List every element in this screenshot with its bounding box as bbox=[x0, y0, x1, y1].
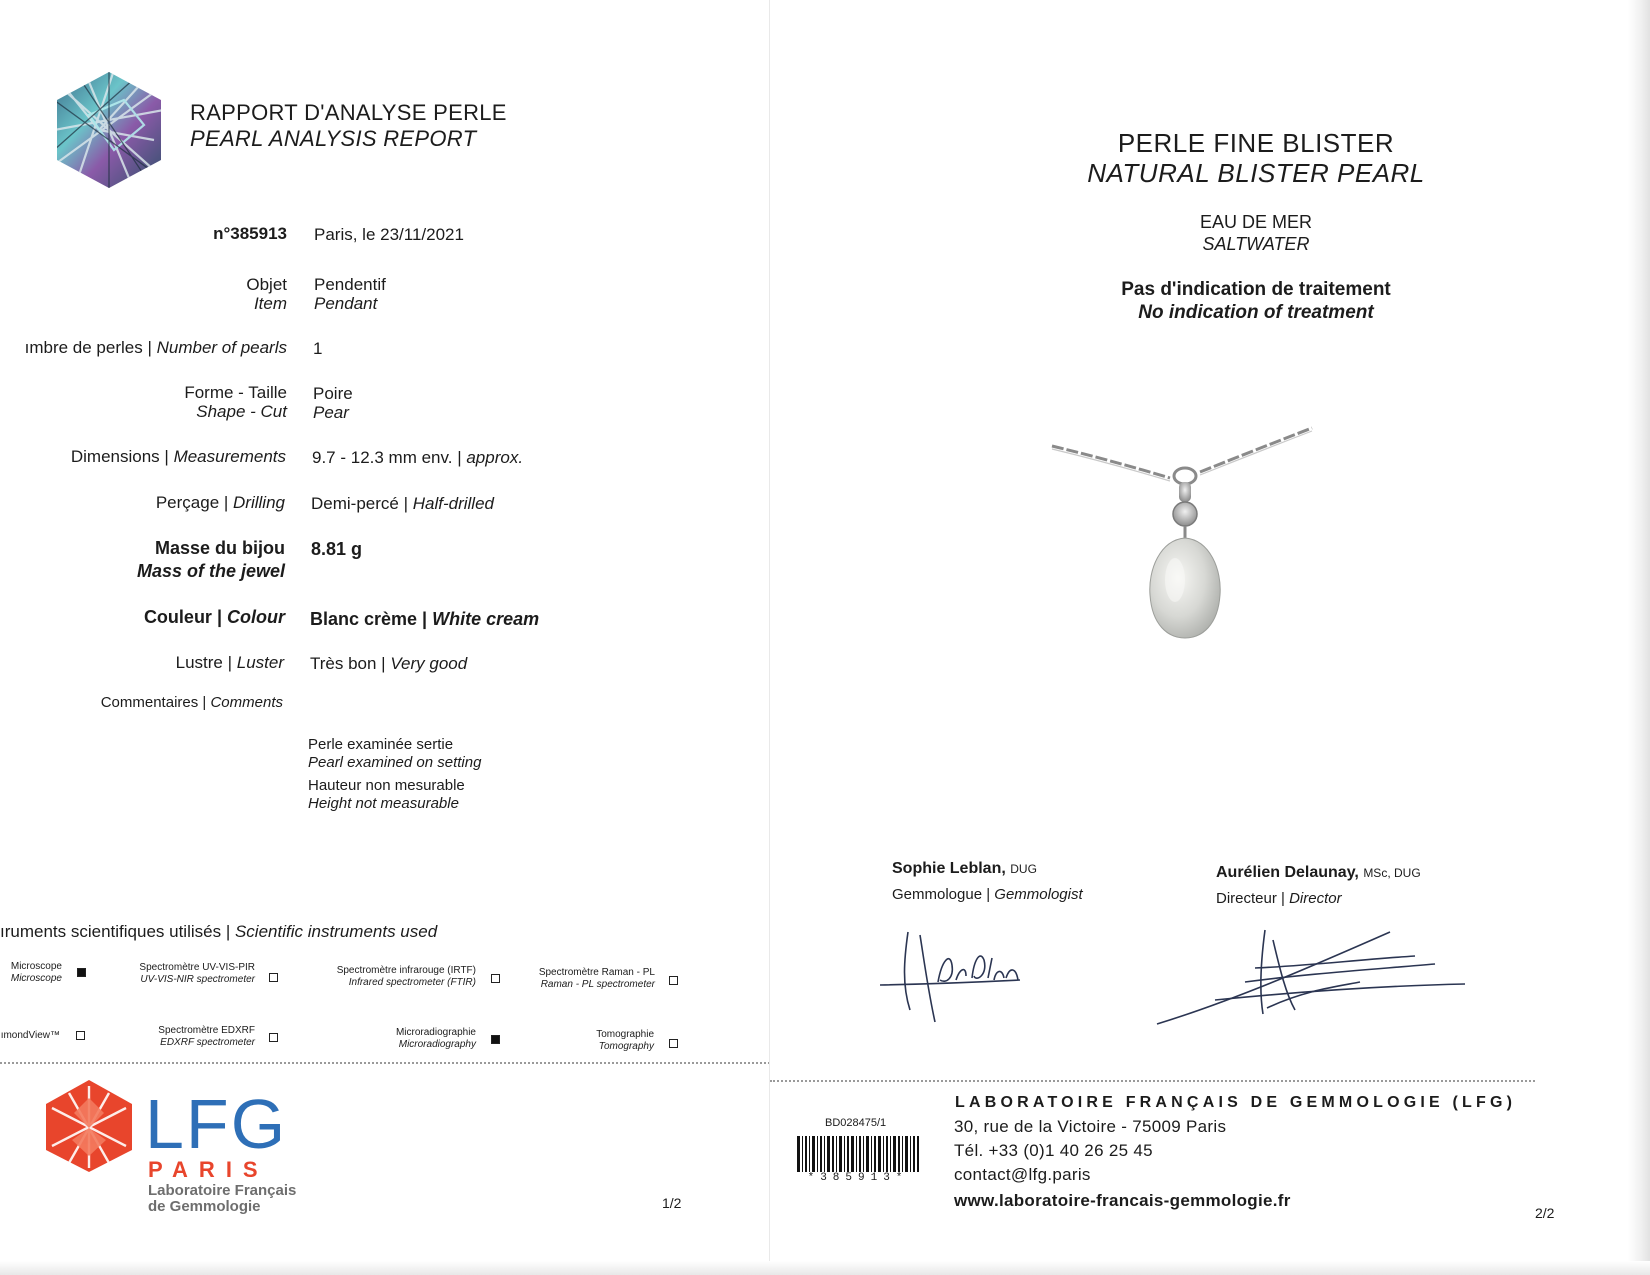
pearl-type-en: NATURAL BLISTER PEARL bbox=[1087, 158, 1425, 188]
instrument-uv-vis-nir bbox=[100, 962, 255, 986]
colour-value-en: White cream bbox=[432, 609, 540, 629]
drilling-label bbox=[0, 493, 285, 513]
instrument-label-en: UV-VIS-NIR spectrometer bbox=[140, 974, 255, 985]
signatory-2-role bbox=[1216, 890, 1342, 907]
colour-label-fr: Couleur | bbox=[143, 607, 222, 627]
signature-sophie-leblan bbox=[880, 920, 1050, 1030]
luster-value bbox=[310, 654, 467, 674]
instrument-label-en: Microradiography bbox=[398, 1039, 476, 1050]
report-number: n°385913 bbox=[213, 224, 287, 243]
item-label-fr: Objet bbox=[246, 275, 287, 294]
instrument-label-en: EDXRF spectrometer bbox=[160, 1037, 255, 1048]
drilling-value-fr: Demi-percé | bbox=[311, 494, 408, 513]
report-title-fr: RAPPORT D'ANALYSE PERLE bbox=[190, 100, 507, 125]
instrument-label-fr: Tomographie bbox=[596, 1029, 654, 1040]
pendant-photo bbox=[1050, 420, 1320, 650]
report-title-en: PEARL ANALYSIS REPORT bbox=[190, 126, 477, 151]
water-type-en: SALTWATER bbox=[1202, 234, 1310, 254]
luster-value-fr: Très bon | bbox=[310, 654, 386, 673]
signatory-1-name bbox=[892, 860, 1037, 878]
comments-label-fr: Commentaires | bbox=[100, 694, 207, 711]
lfg-logo-city: PARIS bbox=[148, 1157, 269, 1182]
colour-label-en: Colour bbox=[227, 607, 285, 627]
instruments-title-en: Scientific instruments used bbox=[234, 922, 438, 941]
instrument-label-fr: Spectromètre EDXRF bbox=[158, 1025, 255, 1036]
instrument-label-en: Infrared spectrometer (FTIR) bbox=[348, 977, 476, 988]
instrument-microradiography bbox=[330, 1027, 476, 1051]
pearls-value: 1 bbox=[313, 339, 323, 358]
scan-bottom-edge bbox=[0, 1261, 1650, 1275]
signatory-1-suffix: DUG bbox=[1010, 862, 1037, 876]
lab-website[interactable]: www.laboratoire-francais-gemmologie.fr bbox=[954, 1191, 1291, 1210]
comments-label bbox=[0, 694, 283, 711]
treatment-en: No indication of treatment bbox=[1138, 302, 1374, 323]
dimensions-value bbox=[312, 448, 523, 468]
lfg-logo-line2: de Gemmologie bbox=[148, 1198, 261, 1215]
item-value-en: Pendant bbox=[314, 294, 378, 313]
instrument-microscope-checkbox bbox=[77, 968, 86, 977]
instrument-label-en: Tomography bbox=[598, 1041, 654, 1052]
instrument-uv-vis-nir-checkbox bbox=[269, 973, 278, 982]
luster-label-en: Luster bbox=[236, 653, 284, 672]
comment-2-fr: Hauteur non mesurable bbox=[308, 777, 465, 794]
instrument-raman bbox=[510, 967, 655, 991]
comment-1-en: Pearl examined on setting bbox=[308, 754, 482, 771]
scan-right-edge bbox=[1628, 0, 1650, 1275]
signatory-2-suffix: MSc, DUG bbox=[1363, 866, 1421, 880]
instrument-edxrf bbox=[100, 1025, 255, 1049]
dimensions-value-en: approx. bbox=[466, 448, 524, 467]
instrument-label-fr: ımondView™ bbox=[0, 1030, 60, 1041]
footer-divider bbox=[0, 1062, 770, 1064]
signature-aurelien-delaunay bbox=[1155, 920, 1475, 1030]
pearls-label-fr: ımbre de perles | bbox=[24, 338, 152, 357]
instrument-ftir bbox=[290, 965, 476, 989]
report-page-1 bbox=[0, 0, 770, 1275]
dimensions-value-fr: 9.7 - 12.3 mm env. | bbox=[312, 448, 462, 467]
signatory-2-role-en: Director bbox=[1289, 890, 1342, 907]
luster-label-fr: Lustre | bbox=[175, 653, 233, 672]
instrument-diamondview bbox=[0, 1030, 60, 1042]
footer-divider-right bbox=[770, 1080, 1535, 1082]
barcode-number: *385913* bbox=[807, 1172, 909, 1184]
signatory-1-role-en: Gemmologist bbox=[994, 886, 1083, 903]
signatory-2-name bbox=[1216, 864, 1421, 882]
instrument-tomography bbox=[530, 1029, 654, 1053]
instrument-tomography-checkbox bbox=[669, 1039, 678, 1048]
signatory-2-role-fr: Directeur | bbox=[1216, 890, 1285, 907]
comment-1-fr: Perle examinée sertie bbox=[308, 736, 454, 753]
shape-label-fr: Forme - Taille bbox=[184, 383, 287, 402]
drilling-label-en: Drilling bbox=[233, 493, 285, 512]
item-label-en: Item bbox=[253, 294, 287, 313]
mass-value: 8.81 g bbox=[311, 539, 363, 559]
water-type-fr: EAU DE MER bbox=[1199, 212, 1313, 232]
drilling-value-en: Half-drilled bbox=[412, 494, 494, 513]
shape-value-en: Pear bbox=[313, 403, 349, 422]
instruments-title-fr: ıruments scientifiques utilisés | bbox=[0, 922, 231, 941]
dimensions-label-fr: Dimensions | bbox=[70, 447, 169, 466]
instrument-label-en: Raman - PL spectrometer bbox=[540, 979, 655, 990]
barcode bbox=[797, 1136, 919, 1172]
shape-value-fr: Poire bbox=[313, 384, 353, 403]
pearls-label-en: Number of pearls bbox=[156, 338, 287, 357]
signatory-1-role bbox=[892, 886, 1083, 903]
signatory-1-name-text: Sophie Leblan, bbox=[892, 860, 1006, 877]
pearl-type-fr: PERLE FINE BLISTER bbox=[1117, 128, 1395, 158]
luster-label bbox=[0, 653, 284, 673]
lab-name: LABORATOIRE FRANÇAIS DE GEMMOLOGIE (LFG) bbox=[955, 1094, 1517, 1111]
shape-label-en: Shape - Cut bbox=[196, 402, 287, 421]
report-page-2 bbox=[770, 0, 1650, 1275]
lfg-logo-letters: LFG bbox=[145, 1085, 288, 1163]
colour-value-fr: Blanc crème | bbox=[310, 609, 428, 629]
signatory-2-name-text: Aurélien Delaunay, bbox=[1216, 864, 1359, 881]
drilling-label-fr: Perçage | bbox=[155, 493, 229, 512]
dimensions-label-en: Measurements bbox=[173, 447, 286, 466]
instrument-label-fr: Microradiographie bbox=[395, 1027, 476, 1038]
dimensions-label bbox=[0, 447, 286, 467]
instrument-microradiography-checkbox bbox=[491, 1035, 500, 1044]
instrument-diamondview-checkbox bbox=[76, 1031, 85, 1040]
signatory-1-role-fr: Gemmologue | bbox=[892, 886, 991, 903]
instrument-raman-checkbox bbox=[669, 976, 678, 985]
colour-label bbox=[0, 607, 285, 628]
drilling-value bbox=[311, 494, 494, 514]
instrument-label-fr: Spectromètre Raman - PL bbox=[538, 967, 655, 978]
instrument-label-fr: Spectromètre infrarouge (IRTF) bbox=[336, 965, 476, 976]
hologram-hexagon-logo bbox=[54, 70, 164, 190]
page-number-right: 2/2 bbox=[1535, 1205, 1555, 1221]
comments-label-en: Comments bbox=[210, 694, 283, 711]
lab-email[interactable]: contact@lfg.paris bbox=[954, 1165, 1091, 1184]
mass-label-fr: Masse du bijou bbox=[154, 538, 285, 558]
instruments-title bbox=[0, 922, 437, 942]
instrument-label-fr: Spectromètre UV-VIS-PIR bbox=[139, 962, 255, 973]
treatment-fr: Pas d'indication de traitement bbox=[1121, 279, 1391, 300]
lfg-logo-line1: Laboratoire Français bbox=[148, 1182, 297, 1199]
instrument-ftir-checkbox bbox=[491, 974, 500, 983]
comment-2-en: Height not measurable bbox=[308, 795, 459, 812]
barcode-reference: BD028475/1 bbox=[825, 1117, 887, 1129]
colour-value bbox=[310, 609, 539, 630]
instrument-label-fr: Microscope bbox=[10, 961, 62, 972]
luster-value-en: Very good bbox=[390, 654, 468, 673]
instrument-label-en: Microscope bbox=[10, 973, 62, 984]
lab-phone: Tél. +33 (0)1 40 26 25 45 bbox=[954, 1141, 1153, 1160]
mass-label-en: Mass of the jewel bbox=[136, 561, 285, 581]
instrument-microscope bbox=[0, 961, 62, 985]
lab-address: 30, rue de la Victoire - 75009 Paris bbox=[954, 1117, 1227, 1136]
item-value-fr: Pendentif bbox=[314, 275, 386, 294]
instrument-edxrf-checkbox bbox=[269, 1033, 278, 1042]
lfg-hexagon-logo bbox=[44, 1078, 134, 1174]
page-number-left: 1/2 bbox=[662, 1195, 682, 1211]
report-date: Paris, le 23/11/2021 bbox=[314, 225, 464, 244]
pearls-label bbox=[0, 338, 287, 358]
